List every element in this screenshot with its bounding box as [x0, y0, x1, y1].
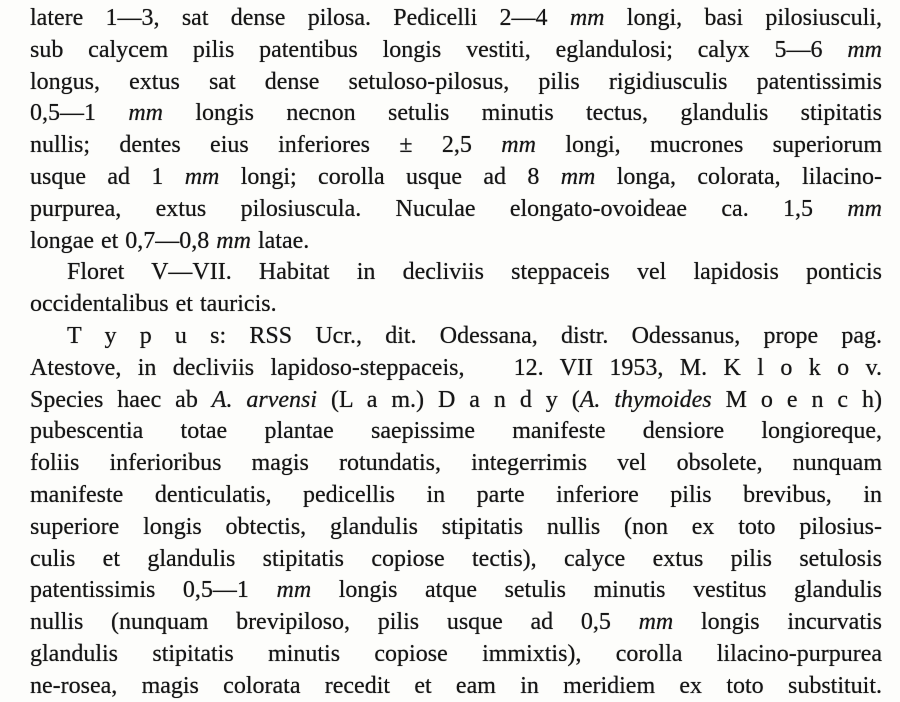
text-segment: foliis inferioribus magis rotundatis, integerrimis vel obsolete, nunquam [30, 450, 882, 477]
text-line [30, 448, 882, 480]
text-segment: nullis (nunquam brevipiloso, pilis usque ad 0,5 [30, 609, 639, 636]
text-line [30, 544, 882, 576]
text-segment: Species haec ab [30, 386, 212, 413]
italic-text-segment: mm [638, 609, 674, 636]
italic-text-segment: mm [847, 36, 882, 63]
text-segment: longus, extus sat dense setuloso-pilosus, pilis rigidiusculis patentissimis [30, 68, 882, 95]
text-line [30, 353, 882, 385]
text-line [30, 130, 882, 162]
italic-text-segment: A. arvensi [211, 386, 318, 413]
text-segment: purpurea, extus pilosiuscula. Nuculae elongato-ovoideae ca. 1,5 [30, 195, 848, 222]
text-line [30, 67, 882, 99]
text-segment: ne-rosea, magis colorata recedit et eam in meridiem ex toto substituit. [30, 672, 882, 699]
text-line [30, 162, 882, 194]
text-line [30, 194, 882, 226]
text-segment: culis et glandulis stipitatis copiose tectis), calyce extus pilis setulosis [30, 545, 882, 572]
text-segment: nullis; dentes eius inferiores ± 2,5 [30, 132, 502, 159]
text-line [30, 321, 882, 353]
italic-text-segment: mm [276, 577, 312, 604]
text-segment: longis incurvatis [673, 609, 882, 636]
text-segment: sub calycem pilis patentibus longis vestiti, eglandulosi; calyx 5—6 [30, 36, 848, 63]
text-segment: 0,5—1 [30, 100, 129, 127]
text-segment: usque ad 1 [30, 163, 185, 190]
text-line [30, 639, 882, 671]
italic-text-segment: mm [216, 227, 251, 254]
text-segment: pubescentia totae plantae saepissime manifeste densiore longioreque, [30, 418, 882, 445]
text-segment: occidentalibus et tauricis. [30, 291, 277, 318]
italic-text-segment: mm [569, 5, 605, 31]
text-segment: longae et 0,7—0,8 [30, 227, 217, 254]
text-line [30, 257, 882, 289]
text-segment: patentissimis 0,5—1 [30, 577, 277, 604]
text-segment: longis atque setulis minutis vestitus glandulis [311, 577, 882, 604]
italic-text-segment: mm [560, 163, 596, 190]
text-segment: (L a m.) D a n d y ( [317, 386, 580, 413]
text-line [30, 416, 882, 448]
page-text [30, 3, 882, 702]
text-segment: Floret V—VII. Habitat in decliviis steppaceis vel lapidosis ponticis [67, 259, 882, 286]
text-segment: longi; corolla usque ad 8 [219, 163, 561, 190]
text-segment: longi, basi pilosiusculi, [604, 5, 882, 31]
text-segment: glandulis stipitatis minutis copiose immixtis), corolla lilacino-purpurea [30, 640, 882, 667]
text-segment: latere 1—3, sat dense pilosa. Pedicelli 2—4 [30, 5, 570, 31]
text-line [30, 575, 882, 607]
italic-text-segment: mm [184, 163, 220, 190]
text-line [30, 512, 882, 544]
italic-text-segment: mm [501, 132, 536, 159]
text-line [30, 607, 882, 639]
italic-text-segment: mm [128, 100, 164, 127]
text-segment: manifeste denticulatis, pedicellis in parte inferiore pilis brevibus, in [30, 481, 882, 508]
text-segment: latae. [250, 227, 310, 254]
text-segment: T y p u s: RSS Ucr., dit. Odessana, distr. Odessanus, prope pag. [67, 322, 882, 349]
text-segment: superiore longis obtectis, glandulis stipitatis nullis (non ex toto pilosius- [30, 513, 882, 540]
text-line [30, 385, 882, 417]
text-segment: longi, mucrones superiorum [535, 132, 882, 159]
text-line [30, 480, 882, 512]
text-line [30, 35, 882, 67]
italic-text-segment: A. thymoides [579, 386, 712, 413]
text-line [30, 671, 882, 702]
text-segment: longis necnon setulis minutis tectus, glandulis stipitatis [163, 100, 882, 127]
text-segment: M o e n c h) [711, 386, 883, 413]
text-line [30, 3, 882, 35]
text-line [30, 289, 882, 321]
italic-text-segment: mm [847, 195, 882, 222]
text-segment: Atestove, in decliviis lapidoso-steppaceis, 12. VII 1953, M. K l o k o v. [30, 354, 882, 381]
text-line [30, 98, 882, 130]
text-segment: longa, colorata, lilacino- [595, 163, 883, 190]
text-line [30, 226, 882, 258]
